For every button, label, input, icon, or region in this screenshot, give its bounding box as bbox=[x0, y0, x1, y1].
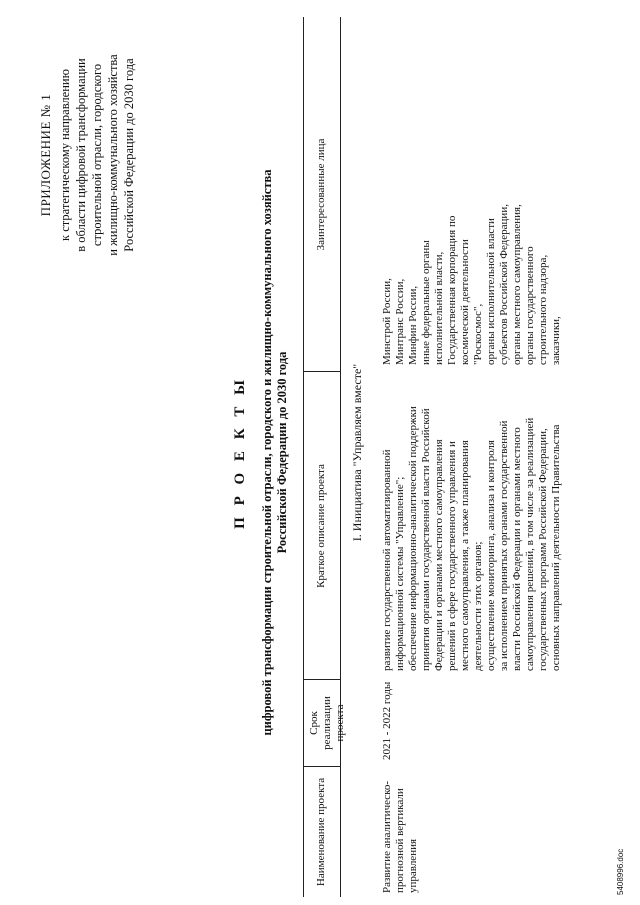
stakeholder-line: заказчики, bbox=[550, 316, 562, 365]
file-name-footer: 5408996.doc bbox=[616, 848, 625, 895]
stakeholder-line: космической деятельности bbox=[459, 239, 471, 365]
column-header-period: Срок реализации проекта bbox=[308, 696, 346, 750]
description-line: за исполнением принятых органами государственной bbox=[498, 420, 510, 671]
project-name-cell bbox=[381, 773, 420, 893]
appendix-line: и жилищно-коммунального хозяйства bbox=[106, 54, 120, 256]
appendix-line: к стратегическому направлению bbox=[58, 69, 72, 241]
appendix-block bbox=[38, 5, 137, 305]
document-title: П Р О Е К Т Ы bbox=[232, 376, 248, 529]
project-description-cell bbox=[381, 371, 563, 671]
stakeholder-line: иные федеральные органы bbox=[420, 240, 432, 365]
appendix-heading: ПРИЛОЖЕНИЕ № 1 bbox=[38, 93, 53, 217]
description-line: информационной системы "Управление"; bbox=[394, 476, 406, 671]
document-subtitle-line1: цифровой трансформации строительной отрасли, городского и жилищно-коммунального хозяйства bbox=[260, 169, 274, 736]
description-line: осуществление мониторинга, анализа и контроля bbox=[485, 440, 497, 671]
stakeholder-line: органы местного самоуправления, bbox=[511, 204, 523, 365]
project-period-cell bbox=[381, 680, 394, 760]
project-period: 2021 - 2022 годы bbox=[381, 681, 393, 760]
description-line: принятия органами государственной власти Российской bbox=[420, 408, 432, 671]
description-line: власти Российской Федерации и органами местного bbox=[511, 427, 523, 671]
appendix-line: строительной отрасли, городского bbox=[90, 63, 104, 247]
stakeholder-line: Минстрой России, bbox=[381, 278, 393, 365]
stakeholders-cell bbox=[381, 25, 563, 365]
stakeholder-line: Государственная корпорация по bbox=[446, 215, 458, 365]
description-line: обеспечение информационно-аналитической поддержки bbox=[407, 406, 419, 671]
description-line: государственных программ Российской Федерации, bbox=[537, 428, 549, 671]
table-header-bottom-border bbox=[340, 17, 341, 897]
document-subtitle-line2: Российской Федерации до 2030 года bbox=[275, 351, 289, 554]
appendix-line: в области цифровой трансформации bbox=[74, 58, 88, 252]
table-top-border bbox=[303, 17, 304, 897]
stakeholder-line: органы государственного bbox=[524, 246, 536, 365]
project-name-line: Развитие аналитическо- bbox=[381, 780, 393, 893]
stakeholder-line: субъектов Российской Федерации, bbox=[498, 204, 510, 365]
stakeholder-line: Минтранс России, bbox=[394, 278, 406, 365]
section-heading: I. Инициатива "Управляем вместе" bbox=[350, 363, 364, 542]
description-line: решений в сфере государственного управления и bbox=[446, 441, 458, 671]
column-header-name: Наименование проекта bbox=[315, 777, 327, 887]
column-header-stakeholders: Заинтересованные лица bbox=[315, 138, 327, 251]
stakeholder-line: "Роскосмос", bbox=[472, 303, 484, 365]
stakeholder-line: Минфин России, bbox=[407, 285, 419, 365]
column-header-description: Краткое описание проекта bbox=[315, 464, 327, 588]
appendix-line: Российской Федерации до 2030 года bbox=[122, 58, 136, 252]
description-line: самоуправления решений, в том числе за реализацией bbox=[524, 417, 536, 671]
description-line: Федерации и органами местного самоуправления bbox=[433, 439, 445, 671]
stakeholder-line: строительного надзора, bbox=[537, 254, 549, 365]
project-name-line: управления bbox=[407, 838, 419, 893]
description-line: деятельности этих органов; bbox=[472, 541, 484, 671]
description-line: основных направлений деятельности Правительства bbox=[550, 424, 562, 671]
description-line: местного самоуправления, а также планирования bbox=[459, 440, 471, 671]
stakeholder-line: исполнительной власти, bbox=[433, 251, 445, 365]
stakeholder-line: органы исполнительной власти bbox=[485, 218, 497, 365]
description-line: развитие государственной автоматизированной bbox=[381, 449, 393, 671]
project-name-line: прогнозной вертикали bbox=[394, 788, 406, 893]
